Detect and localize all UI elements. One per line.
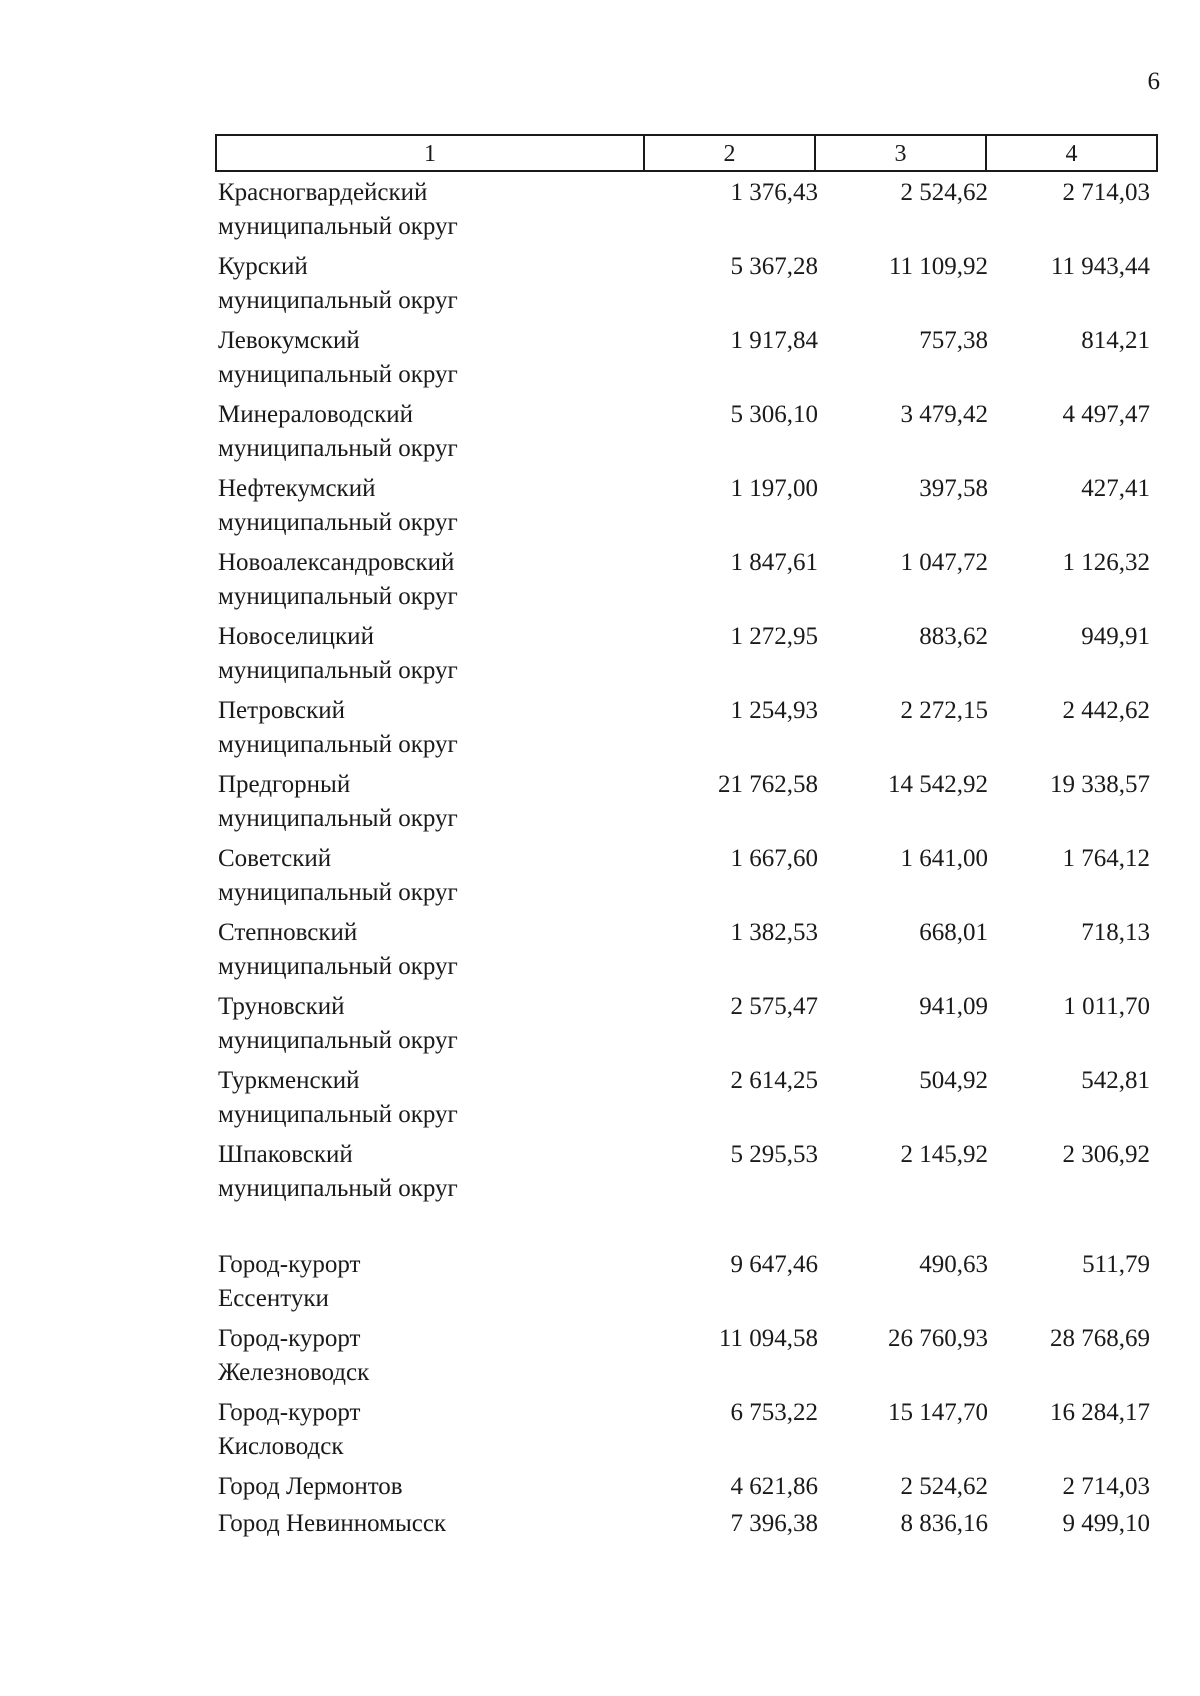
row-value-col-2: 9 647,46	[730, 1251, 818, 1278]
row-value-col-4: 4 497,47	[1062, 401, 1150, 428]
table-row	[210, 1320, 1158, 1394]
row-value-col-3: 2 272,15	[900, 697, 988, 724]
row-name: Нефтекумский муниципальный округ	[218, 475, 458, 536]
row-value-col-3: 504,92	[919, 1067, 988, 1094]
row-value-col-4: 9 499,10	[1062, 1510, 1150, 1537]
table-row	[210, 1468, 1158, 1505]
row-name: Степновский муниципальный округ	[218, 919, 458, 980]
table-row	[210, 1505, 1158, 1542]
row-value-col-3: 1 047,72	[900, 549, 988, 576]
row-value-col-3: 397,58	[919, 475, 988, 502]
row-name: Город-курорт Кисловодск	[218, 1399, 361, 1460]
row-name: Новоселицкий муниципальный округ	[218, 623, 458, 684]
row-value-col-3: 11 109,92	[888, 253, 988, 280]
row-value-col-4: 19 338,57	[1050, 771, 1150, 798]
table-row	[210, 1062, 1158, 1136]
row-value-col-4: 16 284,17	[1050, 1399, 1150, 1426]
row-value-col-4: 1 126,32	[1062, 549, 1150, 576]
table-row	[210, 914, 1158, 988]
header-col-2: 2	[643, 136, 814, 170]
table-row	[210, 988, 1158, 1062]
table-row	[210, 174, 1158, 248]
row-value-col-4: 427,41	[1081, 475, 1150, 502]
row-value-col-3: 2 524,62	[900, 179, 988, 206]
row-name: Курский муниципальный округ	[218, 253, 458, 314]
row-name: Шпаковский муниципальный округ	[218, 1141, 458, 1202]
row-value-col-3: 2 145,92	[900, 1141, 988, 1168]
table-row	[210, 470, 1158, 544]
row-name: Минераловодский муниципальный округ	[218, 401, 458, 462]
row-value-col-2: 1 376,43	[730, 179, 818, 206]
table-row	[210, 544, 1158, 618]
row-value-col-3: 757,38	[919, 327, 988, 354]
row-value-col-2: 6 753,22	[730, 1399, 818, 1426]
row-value-col-2: 5 306,10	[730, 401, 818, 428]
row-name: Предгорный муниципальный округ	[218, 771, 458, 832]
row-value-col-4: 511,79	[1082, 1251, 1150, 1278]
row-value-col-2: 1 847,61	[730, 549, 818, 576]
table-header	[215, 134, 1158, 172]
row-name: Красногвардейский муниципальный округ	[218, 179, 458, 240]
row-value-col-4: 814,21	[1081, 327, 1150, 354]
row-name: Труновский муниципальный округ	[218, 993, 458, 1054]
row-value-col-3: 8 836,16	[900, 1510, 988, 1537]
row-value-col-4: 2 714,03	[1062, 1473, 1150, 1500]
page-number: 6	[1147, 68, 1160, 95]
table-row	[210, 248, 1158, 322]
row-name: Новоалександровский муниципальный округ	[218, 549, 458, 610]
row-value-col-4: 1 011,70	[1063, 993, 1150, 1020]
row-name: Левокумский муниципальный округ	[218, 327, 458, 388]
row-value-col-2: 5 295,53	[730, 1141, 818, 1168]
header-col-3: 3	[814, 136, 985, 170]
row-value-col-2: 1 667,60	[730, 845, 818, 872]
table-row	[210, 1246, 1158, 1320]
table-row	[210, 840, 1158, 914]
row-value-col-4: 28 768,69	[1050, 1325, 1150, 1352]
row-value-col-2: 7 396,38	[730, 1510, 818, 1537]
table-row	[210, 1136, 1158, 1210]
table-row	[210, 618, 1158, 692]
row-value-col-2: 11 094,58	[718, 1325, 818, 1352]
row-value-col-3: 668,01	[919, 919, 988, 946]
row-value-col-4: 2 442,62	[1062, 697, 1150, 724]
row-value-col-4: 718,13	[1081, 919, 1150, 946]
row-value-col-3: 1 641,00	[900, 845, 988, 872]
table-row	[210, 396, 1158, 470]
row-value-col-2: 1 917,84	[730, 327, 818, 354]
row-value-col-4: 1 764,12	[1062, 845, 1150, 872]
row-value-col-2: 1 272,95	[730, 623, 818, 650]
table-row	[210, 322, 1158, 396]
row-name: Город Лермонтов	[218, 1473, 403, 1500]
header-col-4: 4	[985, 136, 1156, 170]
row-value-col-2: 1 197,00	[730, 475, 818, 502]
table-row	[210, 692, 1158, 766]
row-value-col-3: 490,63	[919, 1251, 988, 1278]
row-value-col-4: 949,91	[1081, 623, 1150, 650]
row-value-col-4: 2 306,92	[1062, 1141, 1150, 1168]
row-value-col-4: 2 714,03	[1062, 179, 1150, 206]
row-value-col-3: 15 147,70	[888, 1399, 988, 1426]
row-value-col-2: 1 382,53	[730, 919, 818, 946]
row-value-col-2: 2 614,25	[730, 1067, 818, 1094]
row-value-col-4: 11 943,44	[1050, 253, 1150, 280]
row-name: Советский муниципальный округ	[218, 845, 458, 906]
row-name: Город-курорт Ессентуки	[218, 1251, 361, 1312]
row-value-col-3: 26 760,93	[888, 1325, 988, 1352]
table-row	[210, 1394, 1158, 1468]
row-value-col-2: 2 575,47	[730, 993, 818, 1020]
row-value-col-3: 3 479,42	[900, 401, 988, 428]
row-value-col-3: 941,09	[919, 993, 988, 1020]
row-name: Город-курорт Железноводск	[218, 1325, 370, 1386]
row-value-col-2: 21 762,58	[718, 771, 818, 798]
row-value-col-4: 542,81	[1081, 1067, 1150, 1094]
table-row	[210, 766, 1158, 840]
row-name: Петровский муниципальный округ	[218, 697, 458, 758]
table-body	[210, 174, 1158, 1542]
row-value-col-2: 1 254,93	[730, 697, 818, 724]
row-name: Город Невинномысск	[218, 1510, 447, 1537]
row-value-col-2: 4 621,86	[730, 1473, 818, 1500]
row-value-col-2: 5 367,28	[730, 253, 818, 280]
row-value-col-3: 14 542,92	[888, 771, 988, 798]
header-col-1: 1	[424, 141, 436, 167]
row-value-col-3: 2 524,62	[900, 1473, 988, 1500]
row-value-col-3: 883,62	[919, 623, 988, 650]
row-name: Туркменский муниципальный округ	[218, 1067, 458, 1128]
